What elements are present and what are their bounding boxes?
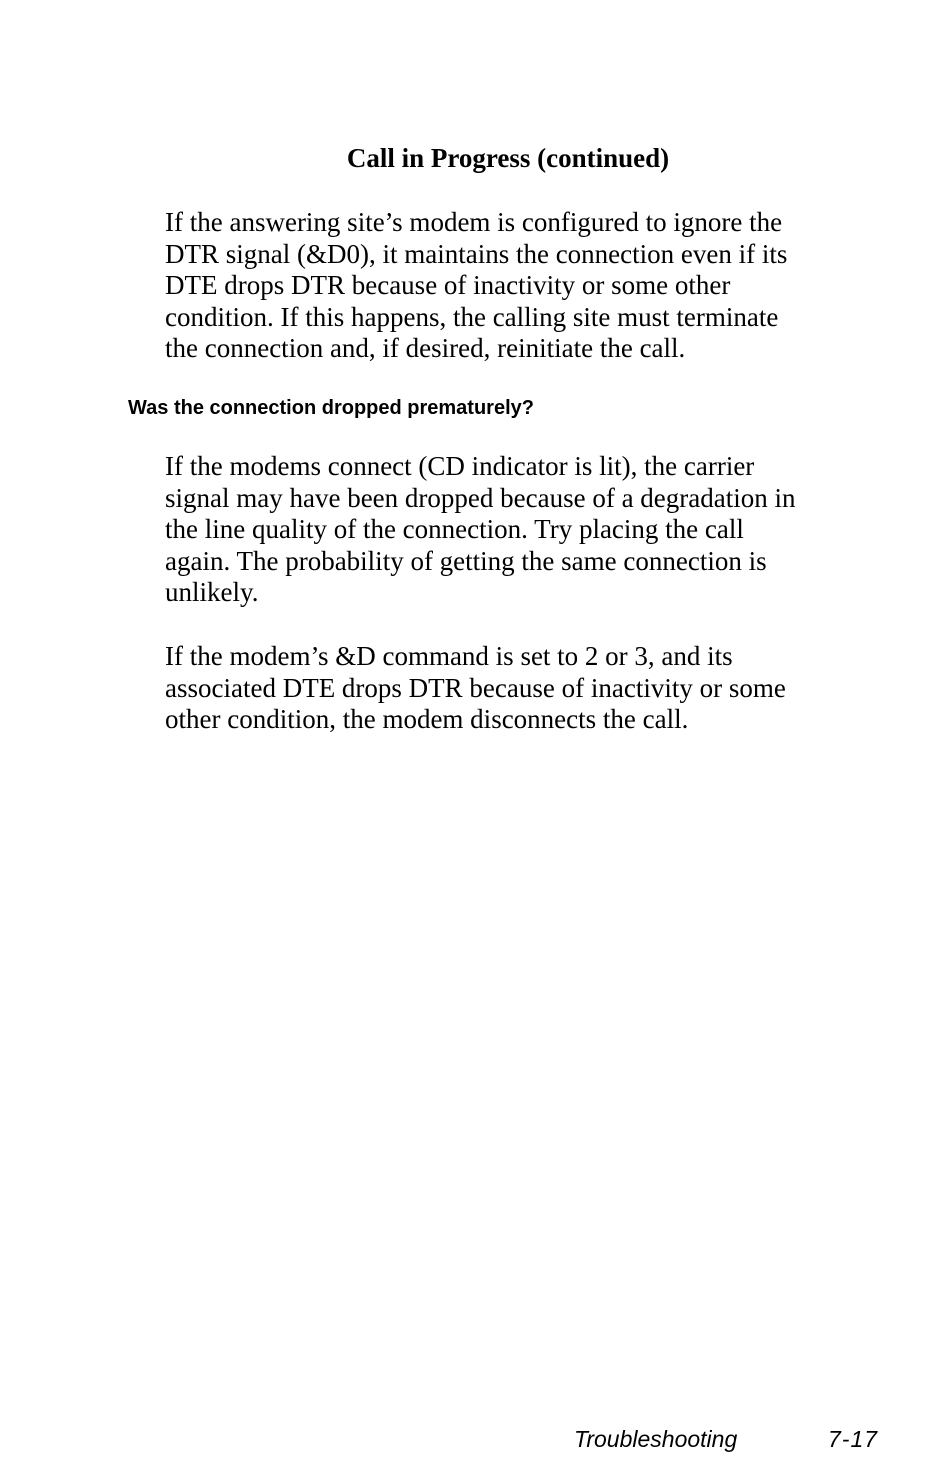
text-line: other condition, the modem disconnects the call. [165,704,689,734]
text-line: DTE drops DTR because of inactivity or some other [165,270,731,300]
text-line: DTR signal (&D0), it maintains the connection even if its [165,238,788,269]
page-title: Call in Progress (continued) [346,143,670,173]
paragraph-dtr-ignore [165,207,865,365]
footer-page-number: 7-17 [828,1426,879,1452]
paragraph-carrier-dropped [165,451,865,609]
text-line: again. The probability of getting the same connection is [165,545,767,576]
text-line: associated DTE drops DTR because of inactivity or some [165,672,786,703]
text-line: If the modem’s &D command is set to 2 or 3, and its [165,641,733,671]
text-line: the connection and, if desired, reinitiate the call. [165,333,686,363]
text-line: signal may have been dropped because of a degradation in [165,482,796,513]
text-line: If the answering site’s modem is configured to ignore the [165,207,783,237]
text-line: condition. If this happens, the calling site must terminate [165,301,779,332]
section-heading: Was the connection dropped prematurely? [128,397,534,419]
paragraph-d-command [165,641,865,736]
text-line: unlikely. [165,577,259,607]
text-line: If the modems connect (CD indicator is lit), the carrier [165,451,755,481]
text-line: the line quality of the connection. Try placing the call [165,514,744,544]
footer-section-name: Troubleshooting [574,1426,738,1452]
